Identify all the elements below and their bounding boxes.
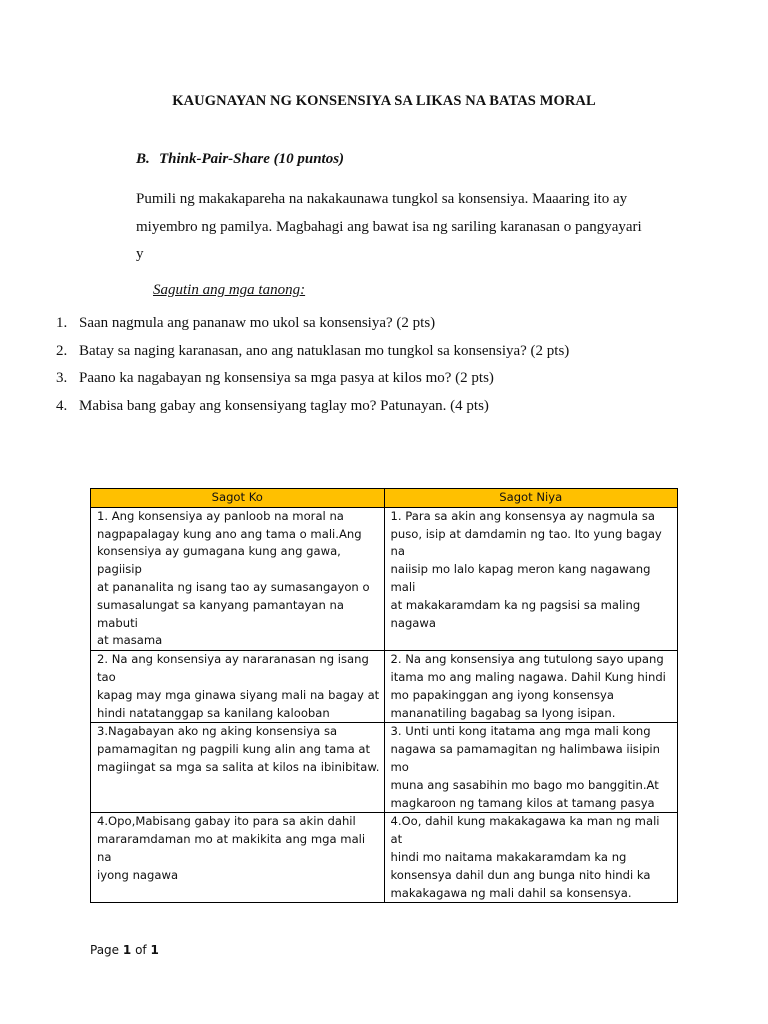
- cell-line: pamamagitan ng pagpili kung alin ang tama at: [97, 742, 371, 757]
- cell-line: 1. Ang konsensiya ay panloob na moral na: [97, 508, 344, 523]
- cell-line: mo papakinggan ang iyong konsensya: [390, 687, 614, 702]
- question-text: Mabisa bang gabay ang konsensiyang taglay mo? Patunayan. (4 pts): [79, 397, 489, 414]
- cell-line: 2. Na ang konsensiya ay nararanasan ng isang tao: [97, 652, 369, 684]
- page-footer: [90, 943, 159, 957]
- answer-cell-partner: [384, 813, 678, 903]
- answer-cell-partner: [384, 723, 678, 813]
- cell-line: 4.Opo,Mabisang gabay ito para sa akin dahil: [97, 814, 356, 829]
- document-title: KAUGNAYAN NG KONSENSIYA SA LIKAS NA BATAS MORAL: [172, 93, 596, 109]
- cell-line: konsensya dahil dun ang bunga nito hindi ka: [390, 867, 651, 882]
- cell-line: 1. Para sa akin ang konsensya ay nagmula sa: [390, 508, 655, 523]
- cell-line: konsensiya ay gumagana kung ang gawa, pagiisip: [97, 544, 341, 577]
- footer-current-page: 1: [122, 943, 132, 957]
- question-item: [56, 365, 696, 393]
- paragraph-line: miyembro ng pamilya. Magbahagi ang bawat isa ng sariling karanasan o pangyayari: [136, 218, 642, 235]
- answer-cell-mine: [91, 651, 385, 723]
- answer-instruction: Sagutin ang mga tanong:: [153, 282, 306, 298]
- table-row: [91, 651, 678, 723]
- question-item: [56, 393, 696, 421]
- section-letter: B.: [136, 151, 150, 167]
- cell-line: 3.Nagabayan ako ng aking konsensiya sa: [97, 724, 338, 739]
- cell-line: magkaroon ng tamang kilos at tamang pasya: [390, 795, 655, 810]
- cell-line: sumasalungat sa kanyang pamantayan na mabuti: [97, 597, 345, 630]
- cell-line: kapag may mga ginawa siyang mali na bagay at: [97, 687, 380, 702]
- question-text: Batay sa naging karanasan, ano ang natuklasan mo tungkol sa konsensiya? (2 pts): [79, 342, 570, 359]
- cell-line: 3. Unti unti kong itatama ang mga mali kong: [390, 724, 651, 739]
- footer-page-word: Page: [90, 943, 120, 957]
- table-row: [91, 507, 678, 650]
- cell-line: at pananalita ng isang tao ay sumasangayon o: [97, 579, 370, 594]
- cell-line: hindi natatanggap sa kanilang kalooban: [97, 705, 330, 720]
- question-number: 2.: [56, 342, 68, 359]
- question-number: 3.: [56, 370, 68, 386]
- cell-line: 4.Oo, dahil kung makakagawa ka man ng mali at: [390, 814, 660, 847]
- question-list: [56, 310, 696, 420]
- cell-line: iyong nagawa: [97, 867, 179, 882]
- header-sagot-niya: Sagot Niya: [384, 489, 678, 508]
- cell-line: puso, isip at damdamin ng tao. Ito yung bagay na: [390, 526, 662, 559]
- cell-line: hindi mo naitama makakaramdam ka ng: [390, 849, 627, 864]
- section-heading-text: Think-Pair-Share (10 puntos): [159, 151, 345, 167]
- answer-cell-mine: [91, 507, 385, 650]
- cell-line: mananatiling bagabag sa Iyong isipan.: [390, 705, 616, 720]
- cell-line: muna ang sasabihin mo bago mo banggitin.At: [390, 777, 659, 792]
- paragraph-line: y: [136, 246, 144, 262]
- answer-table: [90, 488, 678, 903]
- cell-line: at masama: [97, 633, 163, 648]
- cell-line: nagawa sa pamamagitan ng halimbawa iisipin mo: [390, 742, 660, 774]
- cell-line: at makakaramdam ka ng pagsisi sa maling: [390, 597, 641, 612]
- cell-line: naiisip mo lalo kapag meron kang nagawang mali: [390, 562, 651, 594]
- question-item: [56, 338, 696, 366]
- cell-line: 2. Na ang konsensiya ang tutulong sayo upang: [390, 652, 664, 667]
- answer-cell-partner: [384, 507, 678, 650]
- question-text: Paano ka nagabayan ng konsensiya sa mga pasya at kilos mo? (2 pts): [79, 370, 494, 386]
- question-number: 4.: [56, 397, 68, 414]
- question-number: 1.: [56, 315, 68, 331]
- section-heading: [136, 151, 344, 168]
- answer-cell-partner: [384, 651, 678, 723]
- cell-line: nagpapalagay kung ano ang tama o mali.Ang: [97, 526, 362, 541]
- cell-line: magiingat sa mga sa salita at kilos na ibinibitaw.: [97, 759, 380, 774]
- instructions-paragraph: [136, 186, 676, 269]
- footer-of-word: of: [135, 943, 147, 957]
- answer-cell-mine: [91, 723, 385, 813]
- table-row: [91, 813, 678, 903]
- table-header-row: [91, 489, 678, 508]
- answer-cell-mine: [91, 813, 385, 903]
- cell-line: itama mo ang maling nagawa. Dahil Kung hindi: [390, 669, 666, 684]
- header-sagot-ko: Sagot Ko: [91, 489, 385, 508]
- table-row: [91, 723, 678, 813]
- cell-line: nagawa: [390, 615, 437, 630]
- cell-line: makakagawa ng mali dahil sa konsensya.: [390, 885, 632, 900]
- question-text: Saan nagmula ang pananaw mo ukol sa konsensiya? (2 pts): [79, 315, 436, 331]
- paragraph-line: Pumili ng makakapareha na nakakaunawa tungkol sa konsensiya. Maaaring ito ay: [136, 191, 628, 207]
- footer-total-pages: 1: [150, 943, 159, 957]
- question-item: [56, 310, 696, 338]
- cell-line: mararamdaman mo at makikita ang mga mali na: [97, 832, 366, 864]
